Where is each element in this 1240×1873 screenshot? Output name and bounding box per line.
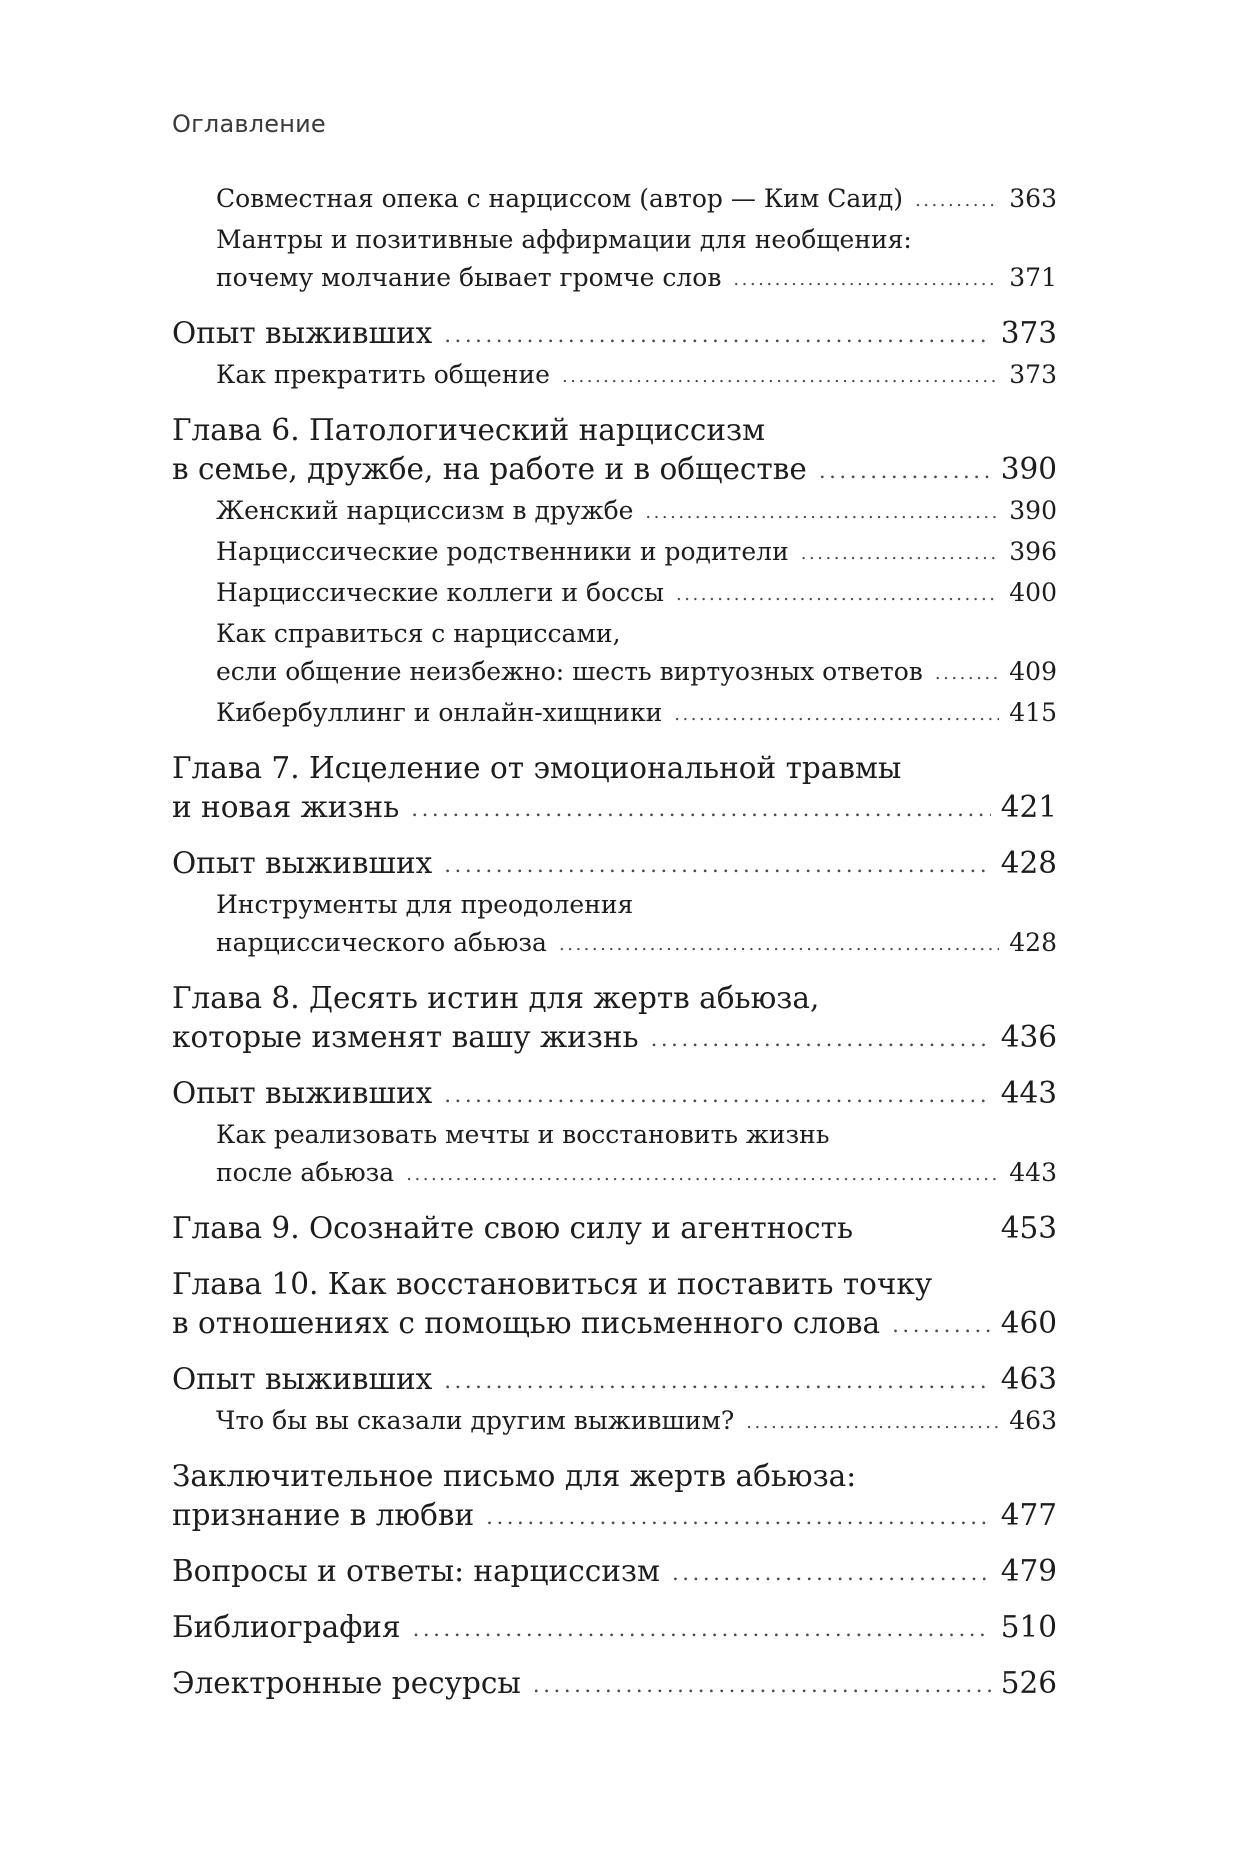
toc-entry: [172, 533, 1057, 574]
toc-entry-title: Женский нарциссизм в дружбе: [216, 496, 634, 525]
dot-leader: [533, 1666, 991, 1705]
toc-entry-page: 460: [1000, 1306, 1057, 1340]
toc-entry-title-line1: Как справиться с нарциссами,: [216, 619, 621, 648]
toc-entry-title-line1: Как реализовать мечты и восстановить жизнь: [216, 1120, 830, 1149]
toc-entry-title: Опыт выживших: [172, 846, 433, 880]
toc-entry: [172, 221, 1057, 300]
dot-leader: [559, 926, 999, 964]
toc-entry: [172, 492, 1057, 533]
dot-leader: [411, 790, 990, 829]
dot-leader: [674, 696, 999, 734]
toc-entry-title: которые изменят вашу жизнь: [172, 1020, 639, 1054]
toc-entry-title: Электронные ресурсы: [172, 1666, 521, 1700]
dot-leader: [819, 452, 991, 491]
toc-entry-page: 400: [1009, 578, 1057, 607]
toc-entry-title: в отношениях с помощью письменного слова: [172, 1306, 881, 1340]
toc-entry-page: 443: [1000, 1076, 1057, 1110]
toc-entry-title: если общение неизбежно: шесть виртуозных ответов: [216, 657, 923, 686]
toc-entry-title: Нарциссические коллеги и боссы: [216, 578, 665, 607]
toc-entry-title-line1: Инструменты для преодоления: [216, 890, 634, 919]
toc-entry-page: 463: [1009, 1406, 1057, 1435]
toc-entry: [172, 314, 1057, 356]
dot-leader: [676, 576, 999, 614]
toc-entry-page: 479: [1000, 1554, 1057, 1588]
toc-entry-page: 390: [1000, 452, 1057, 486]
toc-entry-title: Как прекратить общение: [216, 360, 550, 389]
toc-entry-title: Совместная опека с нарциссом (автор — Ким Саид): [216, 184, 904, 213]
toc-entry-title: Опыт выживших: [172, 1362, 433, 1396]
toc-entry: [172, 574, 1057, 615]
toc-entry-title: Нарциссические родственники и родители: [216, 537, 789, 566]
toc-entry-page: 363: [1009, 184, 1057, 213]
toc-entry: [172, 886, 1057, 965]
toc-entry-title-line1: Заключительное письмо для жертв абьюза:: [172, 1459, 857, 1493]
toc-entry-page: 510: [1000, 1610, 1057, 1644]
toc-entry-page: 421: [1000, 790, 1057, 824]
dot-leader: [562, 358, 999, 396]
toc-entry-title: Глава 9. Осознайте свою силу и агентность: [172, 1211, 854, 1245]
toc-entry-title-line1: Глава 10. Как восстановиться и поставить точку: [172, 1267, 933, 1301]
toc-entry: [172, 615, 1057, 694]
toc-entry-page: 371: [1009, 263, 1057, 292]
toc-entry-page: 373: [1009, 360, 1057, 389]
toc-entry-page: 390: [1009, 496, 1057, 525]
toc-entry-page: 463: [1000, 1362, 1057, 1396]
toc-entry-page: 428: [1000, 846, 1057, 880]
dot-leader: [651, 1020, 991, 1059]
dot-leader: [486, 1498, 991, 1537]
toc-entry: [172, 180, 1057, 221]
dot-leader: [444, 846, 990, 885]
toc-entry: [172, 1664, 1057, 1706]
toc-entry-page: 396: [1009, 537, 1057, 566]
toc-entry-page: 409: [1009, 657, 1057, 686]
toc-entry-title: Опыт выживших: [172, 316, 433, 350]
dot-leader: [645, 494, 999, 532]
toc-entry-title: Кибербуллинг и онлайн-хищники: [216, 698, 663, 727]
dot-leader: [406, 1156, 999, 1194]
dot-leader: [801, 535, 1000, 573]
toc-entry-title: Вопросы и ответы: нарциссизм: [172, 1554, 660, 1588]
toc-entry: [172, 1265, 1057, 1346]
toc-entry-title: признание в любви: [172, 1498, 475, 1532]
table-of-contents: [172, 180, 1057, 1706]
toc-entry: [172, 979, 1057, 1060]
toc-entry-page: 428: [1009, 928, 1057, 957]
toc-entry-title: Что бы вы сказали другим выжившим?: [216, 1406, 735, 1435]
toc-entry: [172, 356, 1057, 397]
toc-entry-title-line1: Глава 7. Исцеление от эмоциональной травмы: [172, 751, 902, 785]
toc-entry-page: 526: [1000, 1666, 1057, 1700]
dot-leader: [733, 261, 999, 299]
dot-leader: [892, 1306, 991, 1345]
toc-entry-page: 477: [1000, 1498, 1057, 1532]
toc-entry-title: в семье, дружбе, на работе и в обществе: [172, 452, 807, 486]
toc-entry: [172, 844, 1057, 886]
dot-leader: [413, 1610, 991, 1649]
dot-leader: [672, 1554, 991, 1593]
toc-entry-page: 415: [1009, 698, 1057, 727]
toc-entry-title: Библиография: [172, 1610, 401, 1644]
toc-entry: [172, 1402, 1057, 1443]
toc-entry: [172, 1608, 1057, 1650]
toc-entry: [172, 1074, 1057, 1116]
toc-entry: [172, 1116, 1057, 1195]
toc-entry-title-line1: Глава 8. Десять истин для жертв абьюза,: [172, 981, 820, 1015]
toc-entry: [172, 1552, 1057, 1594]
dot-leader: [444, 1076, 990, 1115]
toc-entry-page: 436: [1000, 1020, 1057, 1054]
dot-leader: [746, 1404, 999, 1442]
toc-entry: [172, 1209, 1057, 1251]
toc-entry-page: 373: [1000, 316, 1057, 350]
toc-entry: [172, 1360, 1057, 1402]
toc-entry-page: 443: [1009, 1158, 1057, 1187]
toc-entry: [172, 749, 1057, 830]
toc-entry-title: после абьюза: [216, 1158, 395, 1187]
dot-leader: [444, 316, 990, 355]
toc-entry: [172, 1457, 1057, 1538]
toc-entry: [172, 411, 1057, 492]
toc-entry-page: 453: [1000, 1211, 1057, 1245]
toc-entry-title-line1: Глава 6. Патологический нарциссизм: [172, 413, 766, 447]
toc-entry-title: нарциссического абьюза: [216, 928, 547, 957]
toc-entry-title: Опыт выживших: [172, 1076, 433, 1110]
toc-entry-title-line1: Мантры и позитивные аффирмации для необщения:: [216, 225, 912, 254]
running-head: Оглавление: [172, 110, 326, 138]
dot-leader: [915, 182, 999, 220]
dot-leader: [935, 655, 999, 693]
dot-leader: [444, 1362, 990, 1401]
toc-entry-title: почему молчание бывает громче слов: [216, 263, 722, 292]
toc-entry: [172, 694, 1057, 735]
toc-entry-title: и новая жизнь: [172, 790, 400, 824]
